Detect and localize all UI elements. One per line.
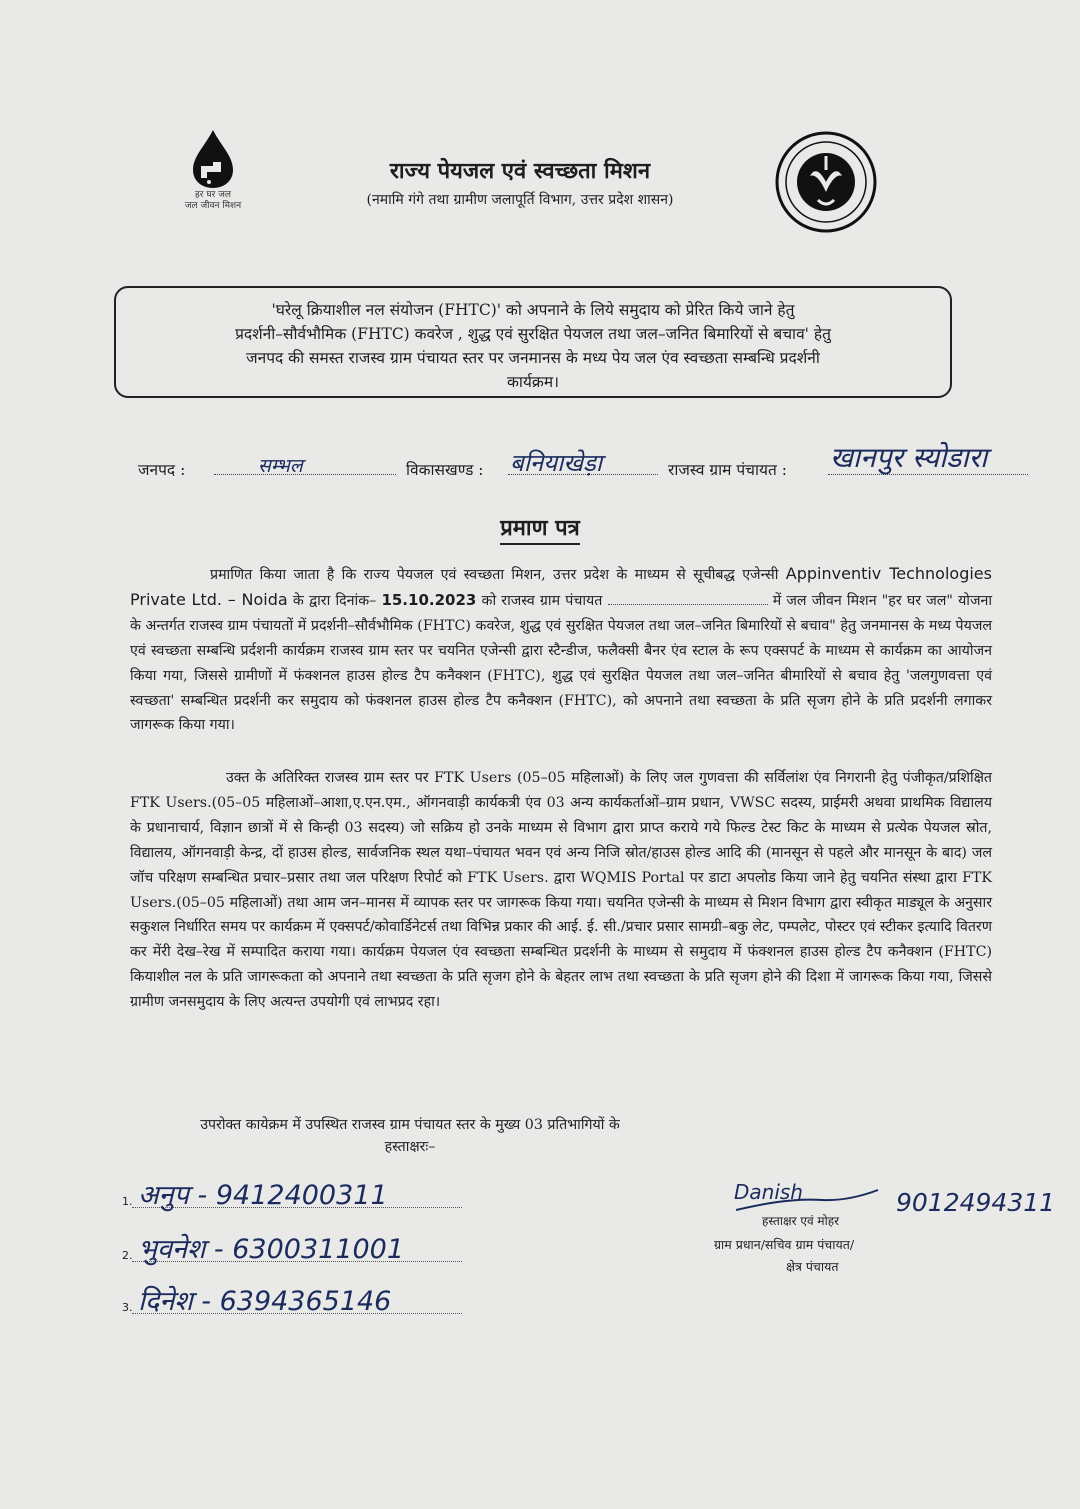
participants-note	[130, 1114, 690, 1158]
district-label: जनपद :	[138, 461, 186, 479]
block-value: बनियाखेड़ा	[510, 449, 603, 477]
banner-line: जनपद की समस्त राजस्व ग्राम पंचायत स्तर पर जनमानस के मध्य पेय जल एंव स्वच्छता सम्बन्धि प्रदर्शनी	[246, 349, 820, 367]
up-government-seal	[774, 130, 878, 234]
panchayat-blank	[608, 592, 768, 605]
participant-number: 3.	[122, 1301, 133, 1314]
body-paragraph-1	[130, 562, 992, 738]
participants-note-line: उपरोक्त कायेक्रम में उपस्थित राजस्व ग्राम पंचायत स्तर के मुख्य 03 प्रतिभागियों के	[200, 1117, 620, 1133]
authority-signature: Danish	[734, 1180, 803, 1204]
participant-row	[122, 1226, 482, 1266]
block-label: विकासखण्ड :	[406, 461, 484, 479]
har-ghar-jal-logo	[168, 128, 258, 228]
certificate-heading-text: प्रमाण पत्र	[500, 515, 580, 545]
p1-date-label: के द्वारा दिनांक–	[292, 592, 377, 609]
authority-phone: 9012494311	[896, 1188, 1056, 1217]
participant-row	[122, 1172, 462, 1212]
logo-caption: हर घर जल	[195, 190, 231, 200]
location-fields	[138, 441, 1038, 488]
certificate-heading	[0, 512, 1080, 542]
authority-designation: ग्राम प्रधान/सचिव ग्राम पंचायत/	[714, 1237, 855, 1252]
seal-label: हस्ताक्षर एवं मोहर	[762, 1214, 840, 1228]
panchayat-label: राजस्व ग्राम पंचायत :	[668, 461, 788, 479]
p1-body: में जल जीवन मिशन "हर घर जल" योजना के अन्तर्गत राजस्व ग्राम पंचायतों में प्रदर्शनी–सौर्वभौमिक (FHTC) कवरेज, शुद्ध एवं सुरक्षित पेयजल तथा जल–जनित बिमारियों से बचाव" हेतु जनमानस के मध्य पेयजल एवं स्वच्छता सम्बन्धि प्रर्दशनी कार्यक्रम राजस्व ग्राम स्तर पर चयनित एजेन्सी द्वारा स्टैन्डीज, फलैक्सी बैनर एंव स्टाल के रूप एक्सपर्ट के माध्यम से कार्यक्रम का आयोजन किया गया, जिससे ग्रामीणों में फंक्शनल हाउस होल्ड टैप कनैक्शन (FHTC), शुद्ध एवं सुरक्षित पेयजल तथा जल–जनित बीमारियों से बचाव हेतु 'जलगुणवत्ता एवं स्वच्छता' सम्बन्धित प्रदर्शनी कर समुदाय को फंक्शनल हाउस होल्ड टैप कनैक्शन (FHTC), को अपनाने तथा स्वच्छता के प्रति सृजग होने के प्रति प्रदर्शनी लगाकर जागरूक किया गया।	[130, 592, 993, 734]
participant-entry: दिनेश - 6394365146	[138, 1286, 392, 1317]
p1-panchayat-label: को राजस्व ग्राम पंचायत	[481, 592, 603, 609]
participant-number: 1.	[122, 1195, 133, 1208]
agency-name: Appinventiv Technologies Private Ltd. – Noida	[130, 564, 992, 609]
org-title: राज्य पेयजल एवं स्वच्छता मिशन	[389, 158, 651, 184]
district-line	[214, 458, 396, 475]
emblem-icon	[774, 130, 878, 234]
body-paragraph-2: उक्त के अतिरिक्त राजस्व ग्राम स्तर पर FTK Users (05–05 महिलाओं) के लिए जल गुणवत्ता की सर्विलांश एंव निगरानी हेतु पंजीकृत/प्रशिक्षित FTK Users.(05–05 महिलाओं–आशा,ए.एन.एम., ऑगनवाड़ी कार्यकत्री एंव 03 अन्य कार्यकर्ताओं–ग्राम प्रधान, VWSC सदस्य, प्राईमरी अथवा प्राथमिक विद्यालय के प्रधानाचार्य, विज्ञान छात्रों में से किन्ही 03 सदस्य) जो सक्रिय हो उनके माध्यम से विभाग द्वारा प्राप्त कराये गये फिल्ड टेस्ट किट के माध्यम से प्रत्येक पेयजल स्रोत, विद्यालय, ऑगनवाड़ी केन्द्र, दों हाउस होल्ड, सार्वजनिक स्थल यथा–पंचायत भवन एवं अन्य निजि स्रोत/हाउस होल्ड आदि की (मानसून से पहले और मानसून के बाद) जल जॉच परिक्षण सम्बन्धित प्रचार–प्रसार तथा जल परिक्षण रिपोर्ट को FTK Users. द्वारा WQMIS Portal पर डाटा अपलोड किया जाने हेतु चयनित संस्था द्वारा FTK Users.(05–05 महिलाओं) तथा आम जन–मानस में व्यापक स्तर पर जागरूक किया गया। चयनित एजेन्सी के माध्यम से मिशन विभाग द्वारा स्वीकृत माड्यूल के अनुसार सकुशल निर्धारित समय पर कार्यक्रम में एक्सपर्ट/कोवार्डिनेटर्स तथा विभिन्न प्रकार की आई. ई. सी./प्रचार प्रसार सामग्री–बकु लेट, पम्पलेट, पोस्टर एवं स्टीकर इत्यादि वितरण कर मेंरी देख–रेख में सम्पादित कराया गया। कार्यक्रम पेयजल एंव स्वच्छता सम्बन्धित प्रदर्शनी के माध्यम से समुदाय में फंक्शनल हाउस होल्ड टैप कनैक्शन (FHTC) कियाशील नल के प्रति जागरूकता को अपनाने तथा स्वच्छता के प्रति सृजग होने के बेहतर लाभ तथा स्वच्छता के प्रति सृजग होने की दिशा में जागरूक किया गया, जिससे ग्रामीण जनसमुदाय के लिए अत्यन्त उपयोगी एवं लाभप्रद रहा।	[130, 770, 992, 1011]
banner-line: 'घरेलू क्रियाशील नल संयोजन (FHTC)' को अपनाने के लिये समुदाय को प्रेरित किये जाने हेतु	[271, 301, 795, 319]
signatures-label: हस्ताक्षरः–	[384, 1139, 436, 1155]
panchayat-value: खानपुर स्योडारा	[830, 441, 988, 474]
banner-line: कार्यक्रम।	[507, 373, 559, 391]
participant-entry: भुवनेश - 6300311001	[138, 1234, 405, 1265]
authority-signature-block	[706, 1180, 1056, 1280]
water-drop-icon	[183, 128, 243, 190]
authority-area: क्षेत्र पंचायत	[786, 1259, 839, 1274]
district-value: सम्भल	[258, 455, 303, 477]
logo-caption-2: जल जीवन मिशन	[184, 201, 242, 211]
programme-banner	[114, 286, 952, 398]
participant-number: 2.	[122, 1249, 133, 1262]
participant-entry: अनुप - 9412400311	[138, 1180, 388, 1211]
programme-date: 15.10.2023	[381, 590, 477, 609]
participant-row	[122, 1278, 502, 1318]
org-subtitle: (नमामि गंगे तथा ग्रामीण जलापूर्ति विभाग, उत्तर प्रदेश शासन)	[366, 192, 674, 208]
p1-intro: प्रमाणित किया जाता है कि राज्य पेयजल एवं स्वच्छता मिशन, उत्तर प्रदेश के माध्यम से सूचीबद्ध एजेन्सी	[210, 567, 779, 583]
banner-line: प्रदर्शनी–सौर्वभौमिक (FHTC) कवरेज , शुद्ध एवं सुरक्षित पेयजल तथा जल–जनित बिमारियों से बचाव' हेतु	[235, 325, 831, 343]
